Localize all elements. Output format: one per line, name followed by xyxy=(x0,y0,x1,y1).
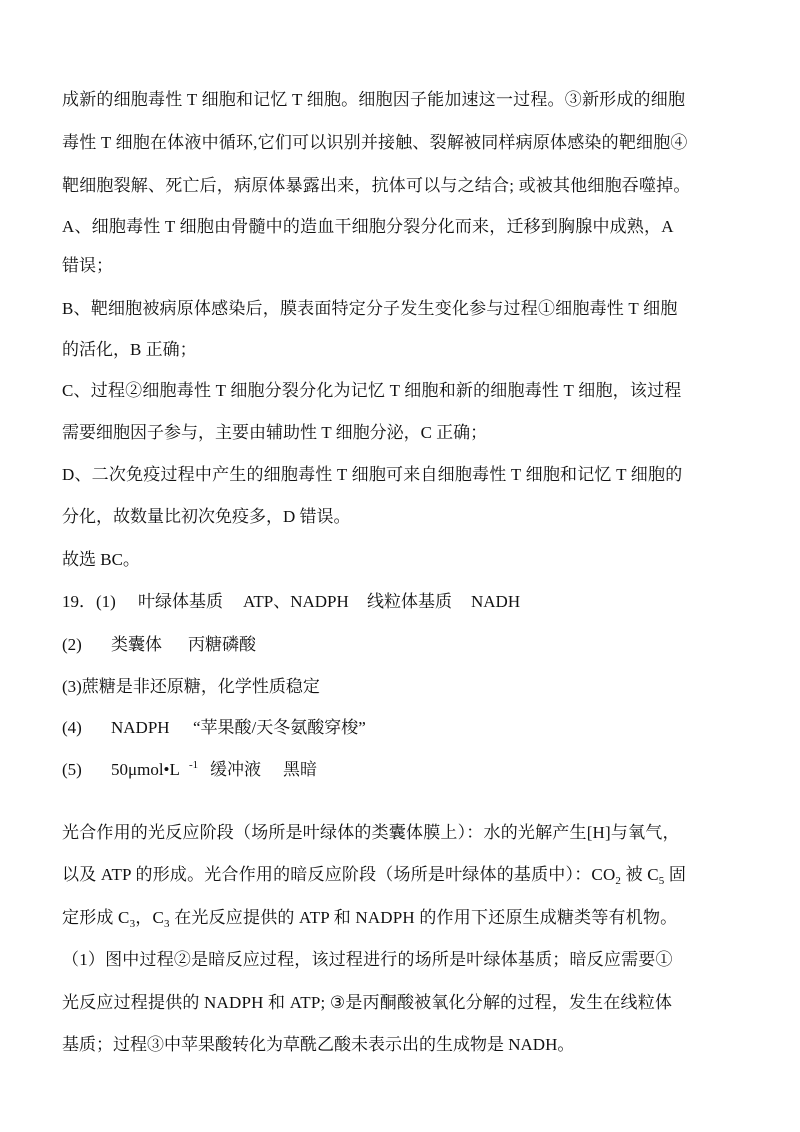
text-line xyxy=(62,298,740,320)
text-line xyxy=(62,717,742,739)
text-segment: D、二次免疫过程中产生的细胞毒性 T 细胞可来自细胞毒性 T 细胞和记忆 T 细胞的 xyxy=(62,465,683,484)
text-line xyxy=(62,380,740,402)
text-segment: ATP、NADPH xyxy=(243,592,349,611)
text-line xyxy=(62,132,740,154)
superscript: -1 xyxy=(189,759,199,771)
text-segment: 线粒体基质 xyxy=(367,592,452,611)
text-segment: (4) xyxy=(62,718,82,737)
text-line xyxy=(62,255,113,277)
text-segment: (5) xyxy=(62,760,82,779)
text-segment: 固 xyxy=(664,865,687,884)
subscript: 3 xyxy=(129,918,136,931)
text-segment: 丙糖磷酸 xyxy=(188,635,256,654)
text-line xyxy=(62,422,487,444)
text-segment: B、靶细胞被病原体感染后，膜表面特定分子发生变化参与过程①细胞毒性 T 细胞 xyxy=(62,299,678,318)
text-segment: 成新的细胞毒性 T 细胞和记忆 T 细胞。细胞因子能加速这一过程。③新形成的细胞 xyxy=(62,90,686,109)
text-segment: 黑暗 xyxy=(283,760,317,779)
text-segment: 基质；过程③中苹果酸转化为草酰乙酸未表示出的生成物是 NADH。 xyxy=(62,1035,575,1054)
text-line xyxy=(62,1034,574,1056)
text-segment: ，C xyxy=(135,908,165,927)
text-segment: 定形成 C xyxy=(62,908,130,927)
text-segment: 类囊体 xyxy=(111,635,162,654)
text-segment: 缓冲液 xyxy=(210,760,261,779)
text-segment: 在光反应提供的 ATP 和 NADPH 的作用下还原生成糖类等有机物。 xyxy=(169,908,678,927)
text-line xyxy=(62,175,740,197)
text-segment: 光合作用的光反应阶段（场所是叶绿体的类囊体膜上）：水的光解产生[H]与氧气， xyxy=(62,823,680,842)
text-segment: A、细胞毒性 T 细胞由骨髓中的造血干细胞分裂分化而来，迁移到胸腺中成熟，A xyxy=(62,217,674,236)
text-line xyxy=(62,949,740,971)
text-line xyxy=(62,506,351,528)
subscript: 3 xyxy=(164,918,170,931)
text-segment: 分化，故数量比初次免疫多，D 错误。 xyxy=(62,507,351,526)
text-segment: （1）图中过程②是暗反应过程，该过程进行的场所是叶绿体基质；暗反应需要① xyxy=(62,950,673,969)
text-segment: 故选 BC。 xyxy=(62,550,140,569)
text-line xyxy=(62,676,320,698)
text-segment: 错误； xyxy=(62,256,113,275)
text-segment: 靶细胞裂解、死亡后，病原体暴露出来，抗体可以与之结合; 或被其他细胞吞噬掉。 xyxy=(62,176,691,195)
text-segment: (2) xyxy=(62,635,82,654)
text-line xyxy=(62,907,740,935)
text-segment: 以及 ATP 的形成。光合作用的暗反应阶段（场所是叶绿体的基质中）：CO xyxy=(62,865,616,884)
text-segment: 的活化，B 正确； xyxy=(62,340,197,359)
text-line xyxy=(62,822,740,844)
text-line xyxy=(62,759,742,781)
text-line xyxy=(62,549,140,571)
text-line xyxy=(62,216,740,238)
text-segment: 被 C xyxy=(621,865,659,884)
text-segment: 叶绿体基质 xyxy=(138,592,223,611)
subscript: 5 xyxy=(658,875,665,888)
text-segment: 光反应过程提供的 NADPH 和 ATP; ③是丙酮酸被氧化分解的过程，发生在线粒体 xyxy=(62,993,673,1012)
text-segment: NADPH xyxy=(111,718,170,737)
subscript: 2 xyxy=(615,875,622,888)
text-line xyxy=(62,89,740,111)
text-segment: 需要细胞因子参与，主要由辅助性 T 细胞分泌，C 正确； xyxy=(62,423,488,442)
text-line xyxy=(62,464,740,486)
text-segment: 毒性 T 细胞在体液中循环,它们可以识别并接触、裂解被同样病原体感染的靶细胞④ xyxy=(62,133,688,152)
text-segment: “苹果酸/天冬氨酸穿梭” xyxy=(193,718,366,737)
text-line xyxy=(62,634,742,656)
text-segment: 19．(1) xyxy=(62,592,116,611)
text-line xyxy=(62,992,740,1014)
text-segment: 50μmol•L xyxy=(111,760,180,779)
text-line xyxy=(62,864,740,892)
text-segment: (3)蔗糖是非还原糖，化学性质稳定 xyxy=(62,677,320,696)
text-segment: C、过程②细胞毒性 T 细胞分裂分化为记忆 T 细胞和新的细胞毒性 T 细胞，该过程 xyxy=(62,381,682,400)
text-segment: NADH xyxy=(471,592,521,611)
text-line xyxy=(62,591,742,613)
text-line xyxy=(62,339,197,361)
